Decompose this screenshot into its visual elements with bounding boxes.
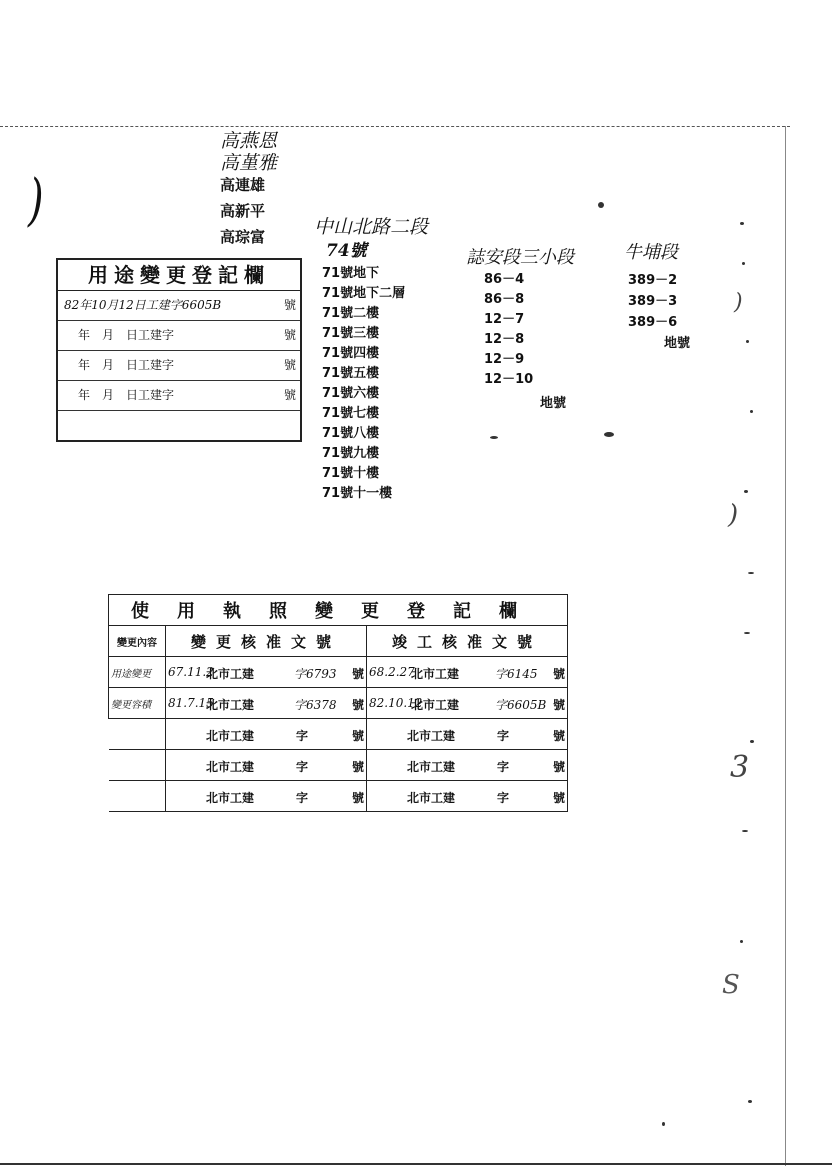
scan-speck [740, 940, 743, 943]
complete-prefix: 北市工建 [407, 729, 456, 743]
scan-speck [750, 740, 754, 743]
approve-no: 字 [296, 791, 309, 805]
margin-bracket-mark: 3 [730, 750, 750, 785]
usage-change-row-text: 年 月 日工建字 [78, 388, 175, 402]
approve-prefix: 北市工建 [206, 667, 255, 681]
usage-change-row-text: 82年10月12日工建字6605B [64, 298, 222, 312]
scan-right-border [785, 126, 786, 1166]
complete-prefix: 北市工建 [407, 760, 456, 774]
address-entry: 71號六樓 [322, 386, 380, 401]
address-entry: 71號地下 [322, 266, 380, 281]
scan-speck [740, 222, 744, 225]
scan-speck [742, 830, 748, 832]
land-number: 12－10 [484, 372, 534, 387]
complete-no: 字6145 [495, 667, 538, 681]
approve-prefix: 北市工建 [206, 760, 255, 774]
complete-suffix: 號 [552, 729, 565, 743]
complete-no: 字 [497, 729, 510, 743]
land-number: 12－9 [484, 352, 525, 367]
table-row [109, 719, 568, 750]
scan-top-border [0, 126, 790, 127]
usage-change-row [58, 351, 300, 381]
usage-change-row-text: 年 月 日工建字 [78, 358, 175, 372]
approve-no: 字6378 [294, 698, 337, 712]
owner-name: 高琮富 [220, 228, 266, 246]
table-row [109, 781, 568, 812]
complete-date: 82.10.12 [369, 696, 423, 710]
approve-prefix: 北市工建 [206, 729, 255, 743]
land-number-list [628, 270, 677, 333]
land-section-heading: 牛埔段 [624, 242, 678, 263]
scan-speck [742, 262, 745, 265]
owner-name: 高新平 [220, 202, 266, 220]
complete-no: 字 [497, 760, 510, 774]
scan-speck [748, 1100, 752, 1103]
usage-change-row [58, 291, 300, 321]
land-number: 12－8 [484, 332, 525, 347]
header-completion-number: 竣工核准文號 [367, 626, 568, 657]
scan-speck [750, 410, 753, 413]
approve-suffix: 號 [351, 698, 364, 712]
complete-suffix: 號 [552, 698, 565, 712]
approve-suffix: 號 [351, 760, 364, 774]
approve-prefix: 北市工建 [206, 698, 255, 712]
address-entry: 71號五樓 [322, 366, 380, 381]
land-section-heading: 誌安段三小段 [466, 247, 574, 268]
usage-change-row-suffix: 號 [283, 298, 296, 312]
scan-speck [748, 572, 754, 574]
scan-speck [604, 432, 614, 437]
address-entry: 71號十一樓 [322, 486, 393, 501]
land-number-footer: 地號 [664, 336, 691, 351]
scan-speck [490, 436, 498, 439]
row-content: 變更容積 [111, 700, 151, 711]
address-entry: 71號二樓 [322, 306, 380, 321]
land-number: 389－3 [628, 294, 678, 309]
approve-date: 67.11.2 [168, 665, 214, 679]
address-entry: 71號三樓 [322, 326, 380, 341]
owner-list [220, 130, 277, 248]
address-list [322, 264, 405, 504]
land-number: 12－7 [484, 312, 525, 327]
table-row [109, 657, 568, 688]
approve-no: 字 [296, 729, 309, 743]
complete-prefix: 北市工建 [411, 698, 460, 712]
usage-change-row-suffix: 號 [283, 388, 296, 402]
usage-change-box [56, 258, 302, 442]
approve-prefix: 北市工建 [206, 791, 255, 805]
land-number: 86－8 [484, 292, 525, 307]
complete-no: 字6605B [495, 698, 547, 712]
address-entry: 71號九樓 [322, 446, 380, 461]
approve-date: 81.7.15 [168, 696, 214, 710]
complete-prefix: 北市工建 [411, 667, 460, 681]
land-number-footer: 地號 [540, 396, 567, 411]
margin-bracket-mark: ) [728, 500, 739, 530]
owner-name: 高堇雅 [220, 152, 278, 174]
usage-change-row [58, 381, 300, 411]
land-number-list [484, 270, 533, 390]
address-entry: 71號八樓 [322, 426, 380, 441]
land-number: 389－2 [628, 273, 678, 288]
address-entry: 71號十樓 [322, 466, 380, 481]
license-change-table [108, 594, 568, 812]
address-entry: 71號地下二層 [322, 286, 406, 301]
complete-suffix: 號 [552, 667, 565, 681]
usage-change-row-suffix: 號 [283, 328, 296, 342]
usage-change-title: 用途變更登記欄 [58, 260, 300, 291]
address-top-number: 74號 [326, 241, 367, 261]
complete-date: 68.2.27 [369, 665, 415, 679]
row-content: 用途變更 [111, 669, 151, 680]
approve-suffix: 號 [351, 791, 364, 805]
complete-suffix: 號 [552, 760, 565, 774]
complete-no: 字 [497, 791, 510, 805]
complete-suffix: 號 [552, 791, 565, 805]
address-entry: 71號四樓 [322, 346, 380, 361]
scan-speck [744, 632, 750, 634]
approve-suffix: 號 [351, 667, 364, 681]
complete-prefix: 北市工建 [407, 791, 456, 805]
table-row [109, 750, 568, 781]
approve-no: 字6793 [294, 667, 337, 681]
header-change-content: 變更內容 [109, 626, 166, 657]
margin-bracket-mark: ) [28, 168, 44, 234]
table-row [109, 688, 568, 719]
scan-speck [662, 1122, 665, 1126]
owner-name: 高連雄 [220, 176, 266, 194]
margin-bracket-mark: S [722, 970, 740, 1000]
approve-suffix: 號 [351, 729, 364, 743]
address-entry: 71號七樓 [322, 406, 380, 421]
usage-change-row-text: 年 月 日工建字 [78, 328, 175, 342]
land-number: 389－6 [628, 315, 678, 330]
license-change-title: 使用執照變更登記欄 [109, 595, 568, 626]
street-name: 中山北路二段 [314, 216, 429, 238]
approve-no: 字 [296, 760, 309, 774]
header-approval-number: 變更核准文號 [166, 626, 367, 657]
land-number: 86－4 [484, 272, 525, 287]
owner-name: 高燕恩 [220, 130, 278, 152]
scan-speck [598, 202, 604, 208]
margin-bracket-mark: ) [734, 290, 743, 315]
usage-change-row [58, 321, 300, 351]
scan-speck [744, 490, 748, 493]
scan-bottom-border [0, 1163, 832, 1165]
usage-change-row-suffix: 號 [283, 358, 296, 372]
scan-speck [746, 340, 749, 343]
